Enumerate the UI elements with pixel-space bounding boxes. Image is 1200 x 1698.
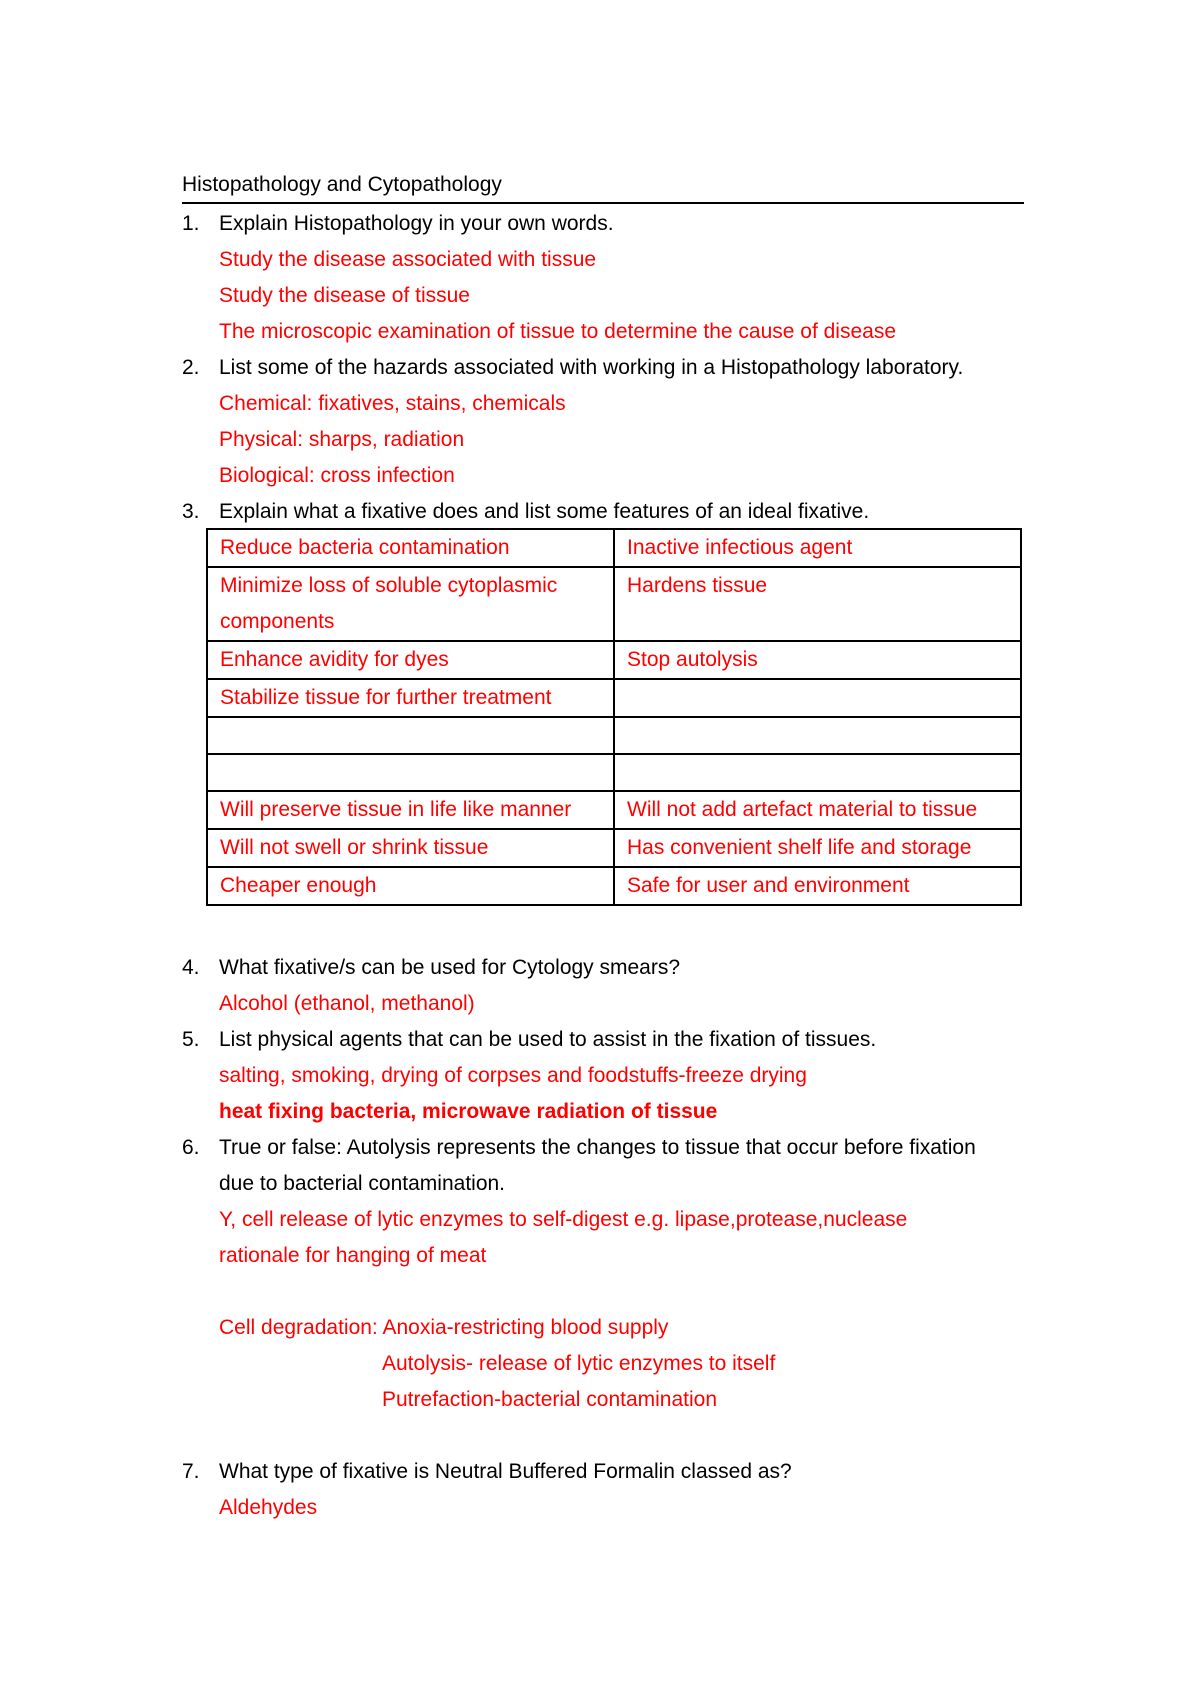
table-row <box>207 717 1021 754</box>
table-row <box>207 529 1021 567</box>
table-row <box>207 567 1021 641</box>
question-6-text-line-1: True or false: Autolysis represents the changes to tissue that occur before fixation <box>219 1136 976 1159</box>
table-cell <box>207 754 614 791</box>
table-cell: Will preserve tissue in life like manner <box>207 791 614 829</box>
table-cell <box>614 754 1021 791</box>
question-1-answer-1: Study the disease associated with tissue <box>219 248 597 271</box>
table-cell: Stop autolysis <box>614 641 1021 679</box>
table-cell: Reduce bacteria contamination <box>207 529 614 567</box>
question-1-text: Explain Histopathology in your own words. <box>219 212 614 235</box>
table-row <box>207 791 1021 829</box>
question-6-answer-3: Cell degradation: Anoxia-restricting blood supply <box>219 1316 669 1339</box>
question-4-text: What fixative/s can be used for Cytology smears? <box>219 956 681 979</box>
question-1-number: 1. <box>182 212 200 235</box>
table-cell: Hardens tissue <box>614 567 1021 641</box>
question-1-answer-2: Study the disease of tissue <box>219 284 470 307</box>
question-6-text-line-2: due to bacterial contamination. <box>219 1172 506 1195</box>
table-row <box>207 679 1021 717</box>
table-cell: Will not swell or shrink tissue <box>207 829 614 867</box>
table-cell <box>614 679 1021 717</box>
question-6-answer-2: rationale for hanging of meat <box>219 1244 487 1267</box>
table-cell: Has convenient shelf life and storage <box>614 829 1021 867</box>
question-3-text: Explain what a fixative does and list some features of an ideal fixative. <box>219 500 870 523</box>
question-6-answer-5: Putrefaction-bacterial contamination <box>382 1388 718 1411</box>
question-2-number: 2. <box>182 356 200 379</box>
question-1-answer-3: The microscopic examination of tissue to determine the cause of disease <box>219 320 897 343</box>
table-cell: Enhance avidity for dyes <box>207 641 614 679</box>
table-cell: Inactive infectious agent <box>614 529 1021 567</box>
question-7-text: What type of fixative is Neutral Buffered Formalin classed as? <box>219 1460 792 1483</box>
table-cell <box>207 717 614 754</box>
table-row <box>207 867 1021 905</box>
question-2-text: List some of the hazards associated with working in a Histopathology laboratory. <box>219 356 964 379</box>
table-cell: Stabilize tissue for further treatment <box>207 679 614 717</box>
page-title: Histopathology and Cytopathology <box>182 168 1024 204</box>
question-7-number: 7. <box>182 1460 200 1483</box>
question-6-number: 6. <box>182 1136 200 1159</box>
question-3-number: 3. <box>182 500 200 523</box>
question-5-answer-1: salting, smoking, drying of corpses and foodstuffs-freeze drying <box>219 1064 807 1087</box>
table-cell: Cheaper enough <box>207 867 614 905</box>
table-row <box>207 641 1021 679</box>
question-2-answer-3: Biological: cross infection <box>219 464 455 487</box>
question-5-text: List physical agents that can be used to assist in the fixation of tissues. <box>219 1028 877 1051</box>
question-2-answer-1: Chemical: fixatives, stains, chemicals <box>219 392 566 415</box>
table-cell: Will not add artefact material to tissue <box>614 791 1021 829</box>
fixative-features-table <box>206 528 1022 906</box>
question-6-answer-1: Y, cell release of lytic enzymes to self-digest e.g. lipase,protease,nuclease <box>219 1208 908 1231</box>
question-5-number: 5. <box>182 1028 200 1051</box>
question-4-answer-1: Alcohol (ethanol, methanol) <box>219 992 475 1015</box>
table-cell <box>614 717 1021 754</box>
question-4-number: 4. <box>182 956 200 979</box>
table-cell: Minimize loss of soluble cytoplasmic components <box>207 567 614 641</box>
question-2-answer-2: Physical: sharps, radiation <box>219 428 465 451</box>
question-7-answer-1: Aldehydes <box>219 1496 318 1519</box>
table-row <box>207 829 1021 867</box>
question-6-answer-4: Autolysis- release of lytic enzymes to itself <box>382 1352 776 1375</box>
table-row <box>207 754 1021 791</box>
question-5-answer-2: heat fixing bacteria, microwave radiation of tissue <box>219 1100 718 1123</box>
table-cell: Safe for user and environment <box>614 867 1021 905</box>
